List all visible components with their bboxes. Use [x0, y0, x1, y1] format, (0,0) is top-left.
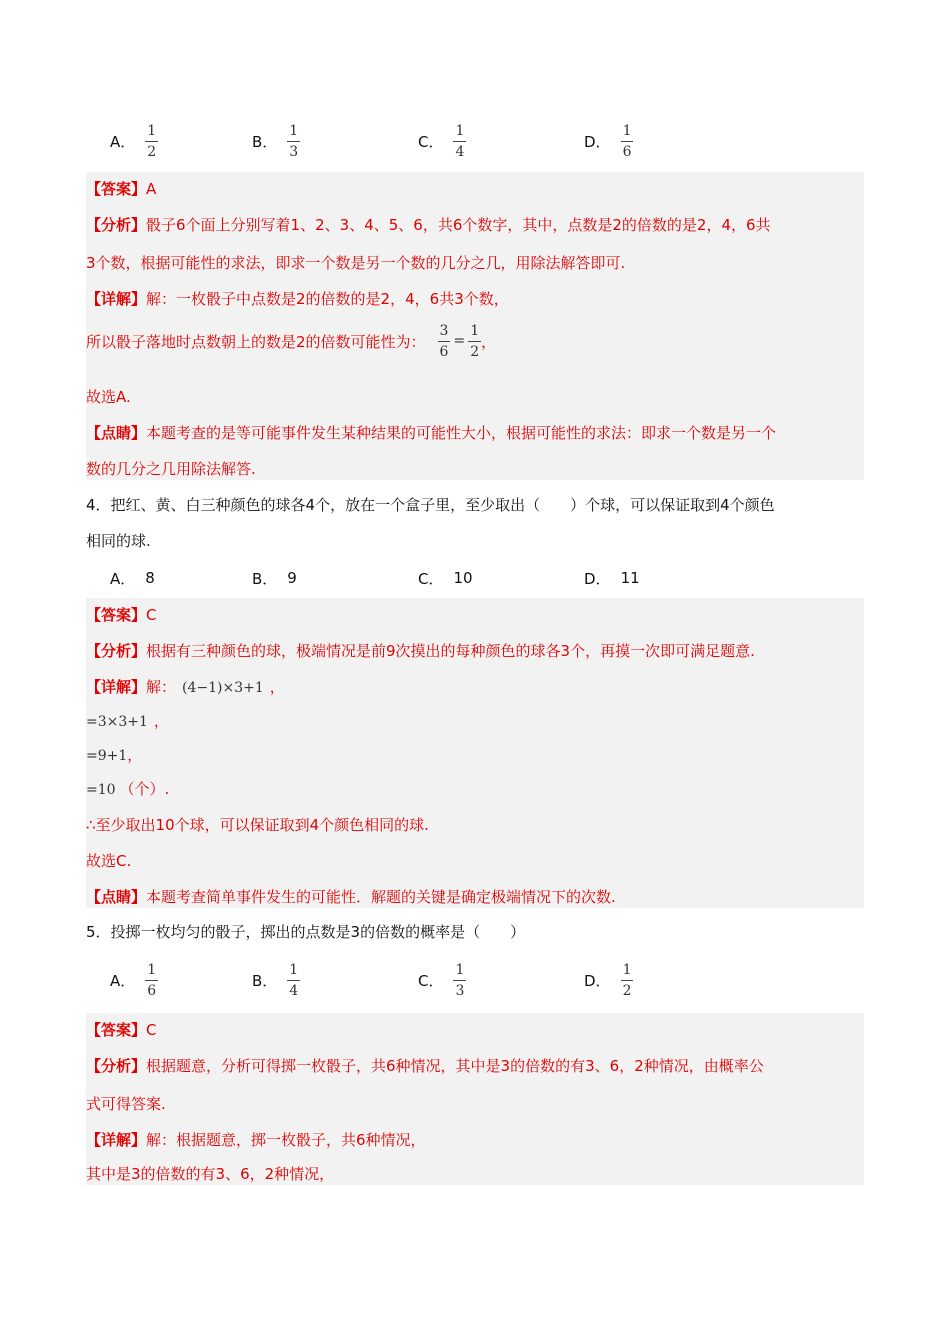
question-text: 4．把红、黄、白三种颜色的球各4个，放在一个盒子里，至少取出（ ）个球，可以保证取到4个颜色: [86, 496, 775, 514]
comment-line-2: 数的几分之几用除法解答.: [86, 460, 256, 478]
analysis-line: [86, 1055, 864, 1076]
q4-option-c[interactable]: [418, 553, 473, 603]
detail-tag: 【详解】: [86, 290, 147, 308]
option-letter: B．: [252, 971, 278, 990]
option-letter: C．: [418, 569, 444, 588]
detail-line-3: [86, 744, 864, 765]
q5-option-b[interactable]: [252, 955, 300, 1005]
comment-text: 本题考查的是等可能事件发生某种结果的可能性大小，根据可能性的求法：即求一个数是另一个: [146, 424, 777, 442]
detail-line-2: [86, 710, 864, 731]
detail-punct: ，: [481, 332, 497, 351]
math-expression: =9+1: [86, 748, 128, 764]
option-value: 8: [145, 569, 155, 587]
q5-options: [110, 955, 870, 1005]
answer-value: A: [146, 180, 157, 198]
detail-line-3: 故选A.: [86, 388, 131, 406]
option-letter: D．: [584, 971, 611, 990]
option-fraction: $\frac{1}{3}$: [289, 122, 299, 160]
comment-text: 本题考查简单事件发生的可能性．解题的关键是确定极端情况下的次数.: [146, 888, 616, 906]
detail-text: 解：一枚骰子中点数是2的倍数的是2，4，6共3个数，: [146, 290, 509, 308]
option-letter: B．: [252, 569, 278, 588]
q3-option-a[interactable]: [110, 116, 158, 166]
detail-line: [86, 676, 864, 697]
option-letter: D．: [584, 132, 611, 151]
q4-option-b[interactable]: [252, 553, 297, 603]
answer-tag: 【答案】: [86, 1021, 147, 1039]
detail-line-4: [86, 778, 864, 799]
q4-answer-block: [86, 598, 864, 908]
answer-line: [86, 604, 864, 625]
answer-tag: 【答案】: [86, 606, 147, 624]
detail-line: [86, 288, 864, 309]
analysis-line-2: 3个数，根据可能性的求法，即求一个数是另一个数的几分之几，用除法解答即可.: [86, 254, 626, 272]
answer-value: C: [146, 606, 157, 624]
option-fraction: $\frac{1}{2}$: [622, 961, 632, 999]
detail-punct: ，: [153, 712, 169, 730]
q3-option-d[interactable]: [584, 116, 633, 166]
question-text-2: 相同的球.: [86, 532, 151, 550]
detail-line: [86, 1129, 864, 1150]
detail-tag: 【详解】: [86, 678, 147, 696]
analysis-text: 根据有三种颜色的球，极端情况是前9次摸出的每种颜色的球各3个，再摸一次即可满足题意.: [146, 642, 755, 660]
q5-option-d[interactable]: [584, 955, 633, 1005]
detail-text: 解：: [146, 678, 177, 696]
analysis-text: 骰子6个面上分别写着1、2、3、4、5、6，共6个数字，其中，点数是2的倍数的是2，4，6共: [146, 216, 771, 234]
q5-option-a[interactable]: [110, 955, 158, 1005]
q4-options: [110, 553, 870, 603]
q5-stem: [86, 921, 864, 951]
analysis-line: [86, 214, 864, 235]
q3-option-b[interactable]: [252, 116, 300, 166]
q3-option-c[interactable]: [418, 116, 466, 166]
comment-line: [86, 886, 864, 907]
option-fraction: $\frac{1}{3}$: [455, 961, 465, 999]
option-letter: A．: [110, 569, 136, 588]
detail-punct: ，: [269, 678, 285, 696]
math-expression: (4−1)×3+1: [182, 680, 264, 696]
analysis-tag: 【分析】: [86, 642, 147, 660]
option-fraction: $\frac{1}{2}$: [147, 122, 157, 160]
detail-tag: 【详解】: [86, 1131, 147, 1149]
q5-option-c[interactable]: [418, 955, 466, 1005]
q5-answer-block: [86, 1013, 864, 1185]
probability-fraction-simplified: $\frac{1}{2}$: [470, 322, 480, 360]
detail-line-2: [86, 318, 864, 364]
detail-text: 解：根据题意，掷一枚骰子，共6种情况，: [146, 1131, 426, 1149]
option-letter: C．: [418, 971, 444, 990]
answer-line: [86, 178, 864, 199]
option-letter: B．: [252, 132, 278, 151]
analysis-text: 根据题意，分析可得掷一枚骰子，共6种情况，其中是3的倍数的有3、6，2种情况，由概率公: [146, 1057, 764, 1075]
option-fraction: $\frac{1}{4}$: [455, 122, 465, 160]
option-letter: A．: [110, 971, 136, 990]
detail-unit: （个）.: [119, 780, 170, 798]
math-expression: =3×3+1: [86, 714, 148, 730]
answer-line: [86, 1019, 864, 1040]
analysis-tag: 【分析】: [86, 1057, 147, 1075]
option-letter: A．: [110, 132, 136, 151]
equals-sign: =: [453, 333, 466, 349]
math-expression: =10: [86, 782, 116, 798]
q4-option-a[interactable]: [110, 553, 155, 603]
option-value: 11: [620, 569, 640, 587]
option-value: 9: [287, 569, 297, 587]
detail-line-5: ∴至少取出10个球，可以保证取到4个颜色相同的球.: [86, 816, 429, 834]
analysis-line-2: 式可得答案.: [86, 1095, 166, 1113]
detail-line-6: 故选C.: [86, 852, 132, 870]
q4-option-d[interactable]: [584, 553, 640, 603]
option-fraction: $\frac{1}{6}$: [622, 122, 632, 160]
question-text: 5．投掷一枚均匀的骰子，掷出的点数是3的倍数的概率是（ ）: [86, 923, 526, 941]
detail-punct: ，: [127, 746, 143, 764]
detail-text: 所以骰子落地时点数朝上的数是2的倍数可能性为：: [86, 332, 426, 351]
q3-answer-block: [86, 172, 864, 480]
answer-tag: 【答案】: [86, 180, 147, 198]
comment-line: [86, 422, 864, 443]
option-fraction: $\frac{1}{6}$: [147, 961, 157, 999]
comment-tag: 【点睛】: [86, 888, 147, 906]
probability-fraction: $\frac{3}{6}$: [439, 322, 449, 360]
analysis-tag: 【分析】: [86, 216, 147, 234]
q4-stem: [86, 494, 864, 554]
option-letter: C．: [418, 132, 444, 151]
answer-value: C: [146, 1021, 157, 1039]
option-value: 10: [453, 569, 473, 587]
option-letter: D．: [584, 569, 611, 588]
comment-tag: 【点睛】: [86, 424, 147, 442]
q3-options: [110, 116, 870, 166]
analysis-line: [86, 640, 864, 661]
detail-line-2: 其中是3的倍数的有3、6，2种情况，: [86, 1165, 335, 1183]
option-fraction: $\frac{1}{4}$: [289, 961, 299, 999]
